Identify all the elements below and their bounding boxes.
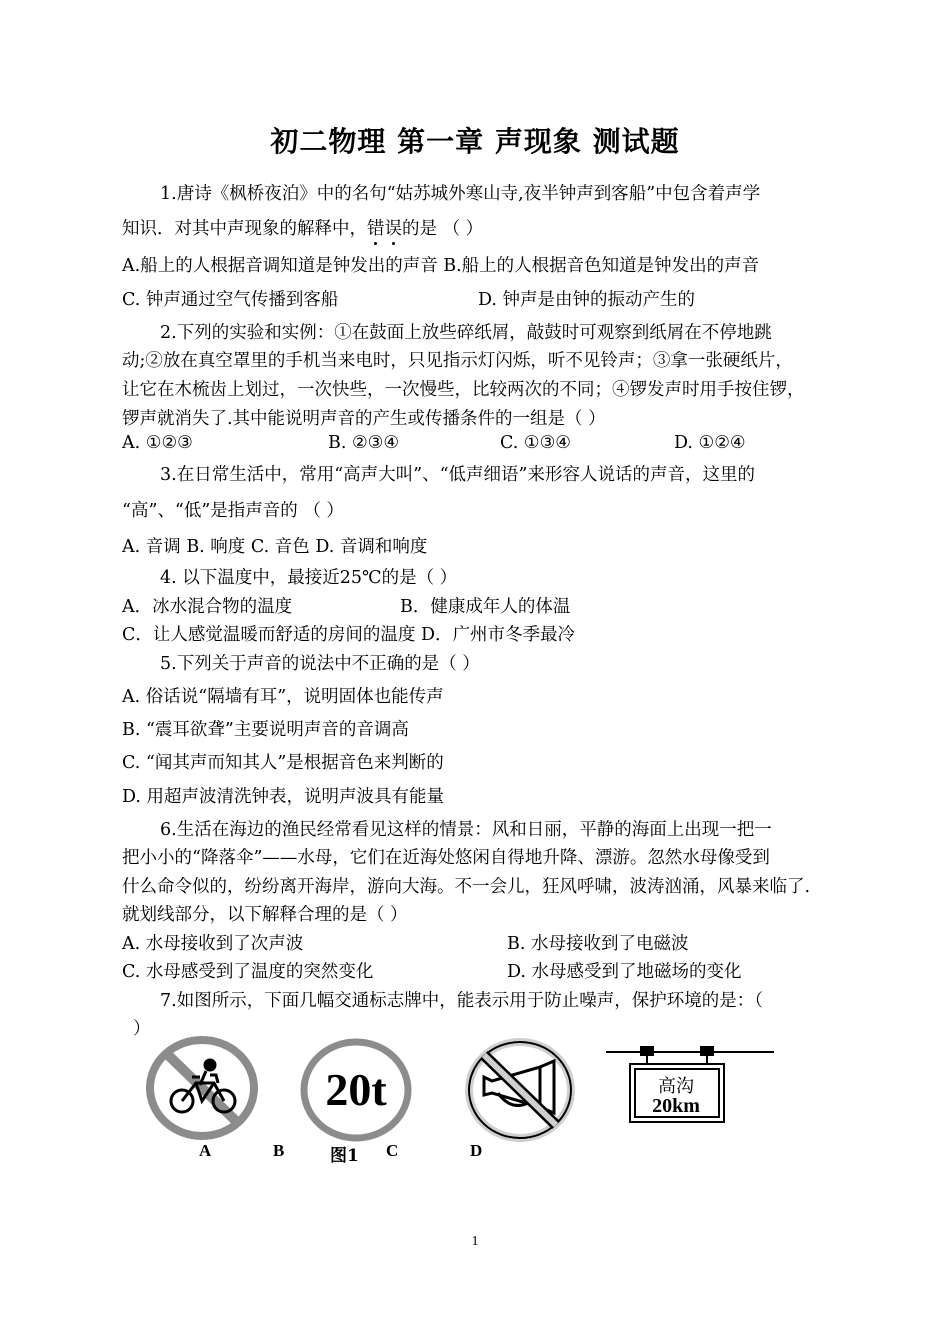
figure-caption: 图1 bbox=[330, 1146, 359, 1166]
page-number: 1 bbox=[471, 1234, 479, 1249]
q1-line-1: 1.唐诗《枫桥夜泊》中的名句“姑苏城外寒山寺,夜半钟声到客船”中包含着声学 bbox=[160, 184, 761, 204]
emphasis-dot-char-2: 误 bbox=[384, 219, 402, 239]
q6-option-a: A. 水母接收到了次声波 bbox=[122, 934, 304, 954]
q5-option-b: B. “震耳欲聋”主要说明声音的音调高 bbox=[122, 720, 409, 740]
q2-line-1: 2.下列的实验和实例：①在鼓面上放些碎纸屑，敲鼓时可观察到纸屑在不停地跳 bbox=[160, 323, 772, 343]
caption-c: C bbox=[386, 1141, 399, 1160]
q4-options-cd: C．让人感觉温暖而舒适的房间的温度 D．广州市冬季最冷 bbox=[122, 625, 575, 645]
q1-line-2 bbox=[122, 215, 483, 240]
caption-a: A bbox=[199, 1141, 212, 1160]
q6-line-2: 把小小的“降落伞”——水母，它们在近海处悠闲自得地升降、漂游。忽然水母像受到 bbox=[122, 848, 770, 868]
q5-option-c: C. “闻其声而知其人”是根据音色来判断的 bbox=[122, 753, 444, 773]
q6-option-d: D. 水母感受到了地磁场的变化 bbox=[507, 962, 742, 982]
q6-option-c: C. 水母感受到了温度的突然变化 bbox=[122, 962, 374, 982]
q5-option-d: D. 用超声波清洗钟表，说明声波具有能量 bbox=[122, 787, 445, 807]
weight-limit-text: 20t bbox=[325, 1064, 387, 1115]
q2-option-b: B. ②③④ bbox=[328, 433, 400, 453]
sign-distance: 20km bbox=[652, 1095, 700, 1117]
q4-line-1: 4. 以下温度中，最接近25℃的是（ ） bbox=[160, 568, 458, 588]
q2-option-a: A. ①②③ bbox=[122, 433, 193, 453]
q4-option-b: B．健康成年人的体温 bbox=[400, 597, 571, 617]
q7-line-1: 7.如图所示，下面几幅交通标志牌中，能表示用于防止噪声，保护环境的是：（ bbox=[160, 991, 763, 1011]
q5-option-a: A. 俗话说“隔墙有耳”，说明固体也能传声 bbox=[122, 687, 444, 707]
q2-option-c: C. ①③④ bbox=[500, 433, 571, 453]
caption-d: D bbox=[470, 1141, 483, 1160]
weight-limit-sign-icon bbox=[298, 1037, 414, 1143]
q7-line-2: ） bbox=[133, 1019, 151, 1039]
q5-line-1: 5.下列关于声音的说法中不正确的是（ ） bbox=[160, 654, 480, 674]
q6-line-1: 6.生活在海边的渔民经常看见这样的情景：风和日丽，平静的海面上出现一把一 bbox=[160, 820, 772, 840]
q4-option-a: A．冰水混合物的温度 bbox=[122, 597, 293, 617]
q1-option-c: C. 钟声通过空气传播到客船 bbox=[122, 290, 339, 310]
emphasis-dot-char-1: 错 bbox=[367, 219, 385, 239]
q2-option-d: D. ①②④ bbox=[674, 433, 746, 453]
sign-place-name: 高沟 bbox=[658, 1076, 694, 1097]
q3-options: A. 音调 B. 响度 C. 音色 D. 音调和响度 bbox=[122, 537, 428, 557]
page-title: 初二物理 第一章 声现象 测试题 bbox=[270, 125, 680, 158]
q2-line-2: 动;②放在真空罩里的手机当来电时，只见指示灯闪烁，听不见铃声；③拿一张硬纸片， bbox=[122, 351, 793, 371]
q3-line-1: 3.在日常生活中，常用“高声大叫”、“低声细语”来形容人说话的声音，这里的 bbox=[160, 465, 755, 485]
no-horn-sign-icon bbox=[462, 1037, 578, 1143]
q6-line-4: 就划线部分，以下解释合理的是（ ） bbox=[122, 905, 408, 925]
q1-option-d: D. 钟声是由钟的振动产生的 bbox=[478, 290, 696, 310]
q1-options-ab: A.船上的人根据音调知道是钟发出的声音 B.船上的人根据音色知道是钟发出的声音 bbox=[122, 256, 760, 276]
q6-line-3: 什么命令似的，纷纷离开海岸，游向大海。不一会儿，狂风呼啸，波涛汹涌，风暴来临了. bbox=[122, 877, 811, 897]
q1-line-2-pre: 知识．对其中声现象的解释中， bbox=[122, 219, 367, 239]
q2-line-4: 锣声就消失了.其中能说明声音的产生或传播条件的一组是（ ） bbox=[122, 409, 606, 429]
q6-option-b: B. 水母接收到了电磁波 bbox=[507, 934, 689, 954]
q2-line-3: 让它在木梳齿上划过，一次快些，一次慢些，比较两次的不同；④锣发声时用手按住锣， bbox=[122, 380, 805, 400]
q1-line-2-post: 的是 （ ） bbox=[402, 219, 484, 239]
location-distance-sign-icon bbox=[604, 1044, 776, 1126]
q3-line-2: “高”、“低”是指声音的 （ ） bbox=[122, 501, 344, 521]
caption-b: B bbox=[273, 1141, 285, 1160]
no-bicycle-sign-icon bbox=[144, 1035, 260, 1141]
